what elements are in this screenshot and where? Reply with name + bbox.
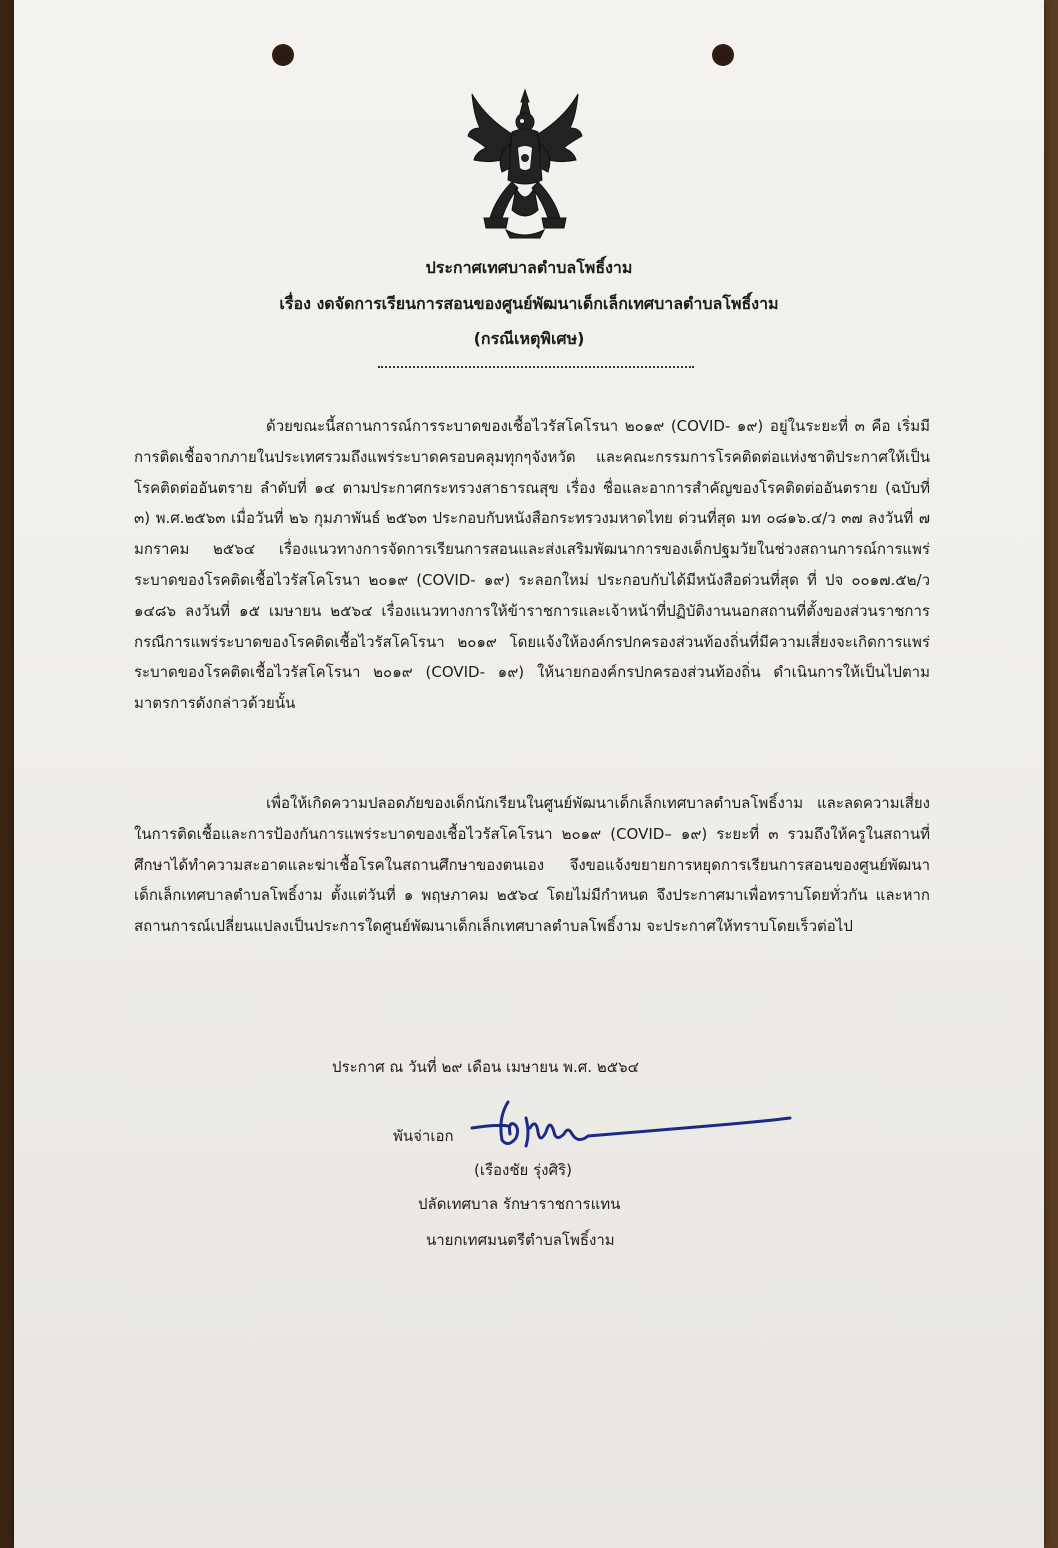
punch-hole-left xyxy=(272,44,294,66)
handwritten-signature xyxy=(468,1088,798,1158)
signer-position-1: ปลัดเทศบาล รักษาราชการแทน xyxy=(418,1195,621,1213)
punch-hole-right xyxy=(712,44,734,66)
announcement-subject: เรื่อง งดจัดการเรียนการสอนของศูนย์พัฒนาเด็กเล็กเทศบาลตำบลโพธิ์งาม xyxy=(279,294,779,313)
signer-name: (เรืองชัย รุ่งศิริ) xyxy=(474,1161,572,1179)
date-line: ประกาศ ณ วันที่ ๒๙ เดือน เมษายน พ.ศ. ๒๕๖๔ xyxy=(332,1058,639,1076)
announcement-note: (กรณีเหตุพิเศษ) xyxy=(473,329,585,348)
body-paragraph-1: ด้วยขณะนี้สถานการณ์การระบาดของเชื้อไวรัสโคโรนา ๒๐๑๙ (COVID- ๑๙) อยู่ในระยะที่ ๓ คือ เริ่มมีการติดเชื้อจากภายในประเทศรวมถึงแพร่ระบาดครอบคลุมทุกๆจังหวัด และคณะกรรมการโรคติดต่อแห่งชาติประกาศให้เป็นโรคติดต่ออันตราย ลำดับที่ ๑๔ ตามประกาศกระทรวงสาธารณสุข เรื่อง ชื่อและอาการสำคัญของโรคติดต่ออันตราย (ฉบับที่ ๓) พ.ศ.๒๕๖๓ เมื่อวันที่ ๒๖ กุมภาพันธ์ ๒๕๖๓ ประกอบกับหนังสือกระทรวงมหาดไทย ด่วนที่สุด มท ๐๘๑๖.๔/ว ๓๗ ลงวันที่ ๗ มกราคม ๒๕๖๔ เรื่องแนวทางการจัดการเรียนการสอนและส่งเสริมพัฒนาการของเด็กปฐมวัยในช่วงสถานการณ์การแพร่ระบาดของโรคติดเชื้อไวรัสโคโรนา ๒๐๑๙ (COVID- ๑๙) ระลอกใหม่ ประกอบกับได้มีหนังสือด่วนที่สุด ที่ ปจ ๐๐๑๗.๕๒/ว ๑๔๘๖ ลงวันที่ ๑๕ เมษายน ๒๕๖๔ เรื่องแนวทางการให้ข้าราชการและเจ้าหน้าที่ปฏิบัติงานนอกสถานที่ตั้งของส่วนราชการ กรณีการแพร่ระบาดของโรคติดเชื้อไวรัสโคโรนา ๒๐๑๙ โดยแจ้งให้องค์กรปกครองส่วนท้องถิ่นที่มีความเสี่ยงจะเกิดการแพร่ระบาดของโรคติดเชื้อไวรัสโคโรนา ๒๐๑๙ (COVID- ๑๙) ให้นายกองค์กรปกครองส่วนท้องถิ่น ดำเนินการให้เป็นไปตามมาตรการดังกล่าวด้วยนั้น xyxy=(134,417,930,713)
signer-position-2: นายกเทศมนตรีตำบลโพธิ์งาม xyxy=(426,1231,615,1249)
dotted-separator xyxy=(378,366,694,368)
signer-rank: พันจ่าเอก xyxy=(393,1127,454,1145)
announcement-title: ประกาศเทศบาลตำบลโพธิ์งาม xyxy=(425,258,633,277)
garuda-emblem-icon xyxy=(466,88,584,240)
body-paragraph-2: เพื่อให้เกิดความปลอดภัยของเด็กนักเรียนในศูนย์พัฒนาเด็กเล็กเทศบาลตำบลโพธิ์งาม และลดความเสี่ยงในการติดเชื้อและการป้องกันการแพร่ระบาดของเชื้อไวรัสโคโรนา ๒๐๑๙ (COVID– ๑๙) ระยะที่ ๓ รวมถึงให้ครูในสถานที่ศึกษาได้ทำความสะอาดและฆ่าเชื้อโรคในสถานศึกษาของตนเอง จึงขอแจ้งขยายการหยุดการเรียนการสอนของศูนย์พัฒนาเด็กเล็กเทศบาลตำบลโพธิ์งาม ตั้งแต่วันที่ ๑ พฤษภาคม ๒๕๖๔ โดยไม่มีกำหนด จึงประกาศมาเพื่อทราบโดยทั่วกัน และหากสถานการณ์เปลี่ยนแปลงเป็นประการใดศูนย์พัฒนาเด็กเล็กเทศบาลตำบลโพธิ์งาม จะประกาศให้ทราบโดยเร็วต่อไป xyxy=(134,794,930,936)
